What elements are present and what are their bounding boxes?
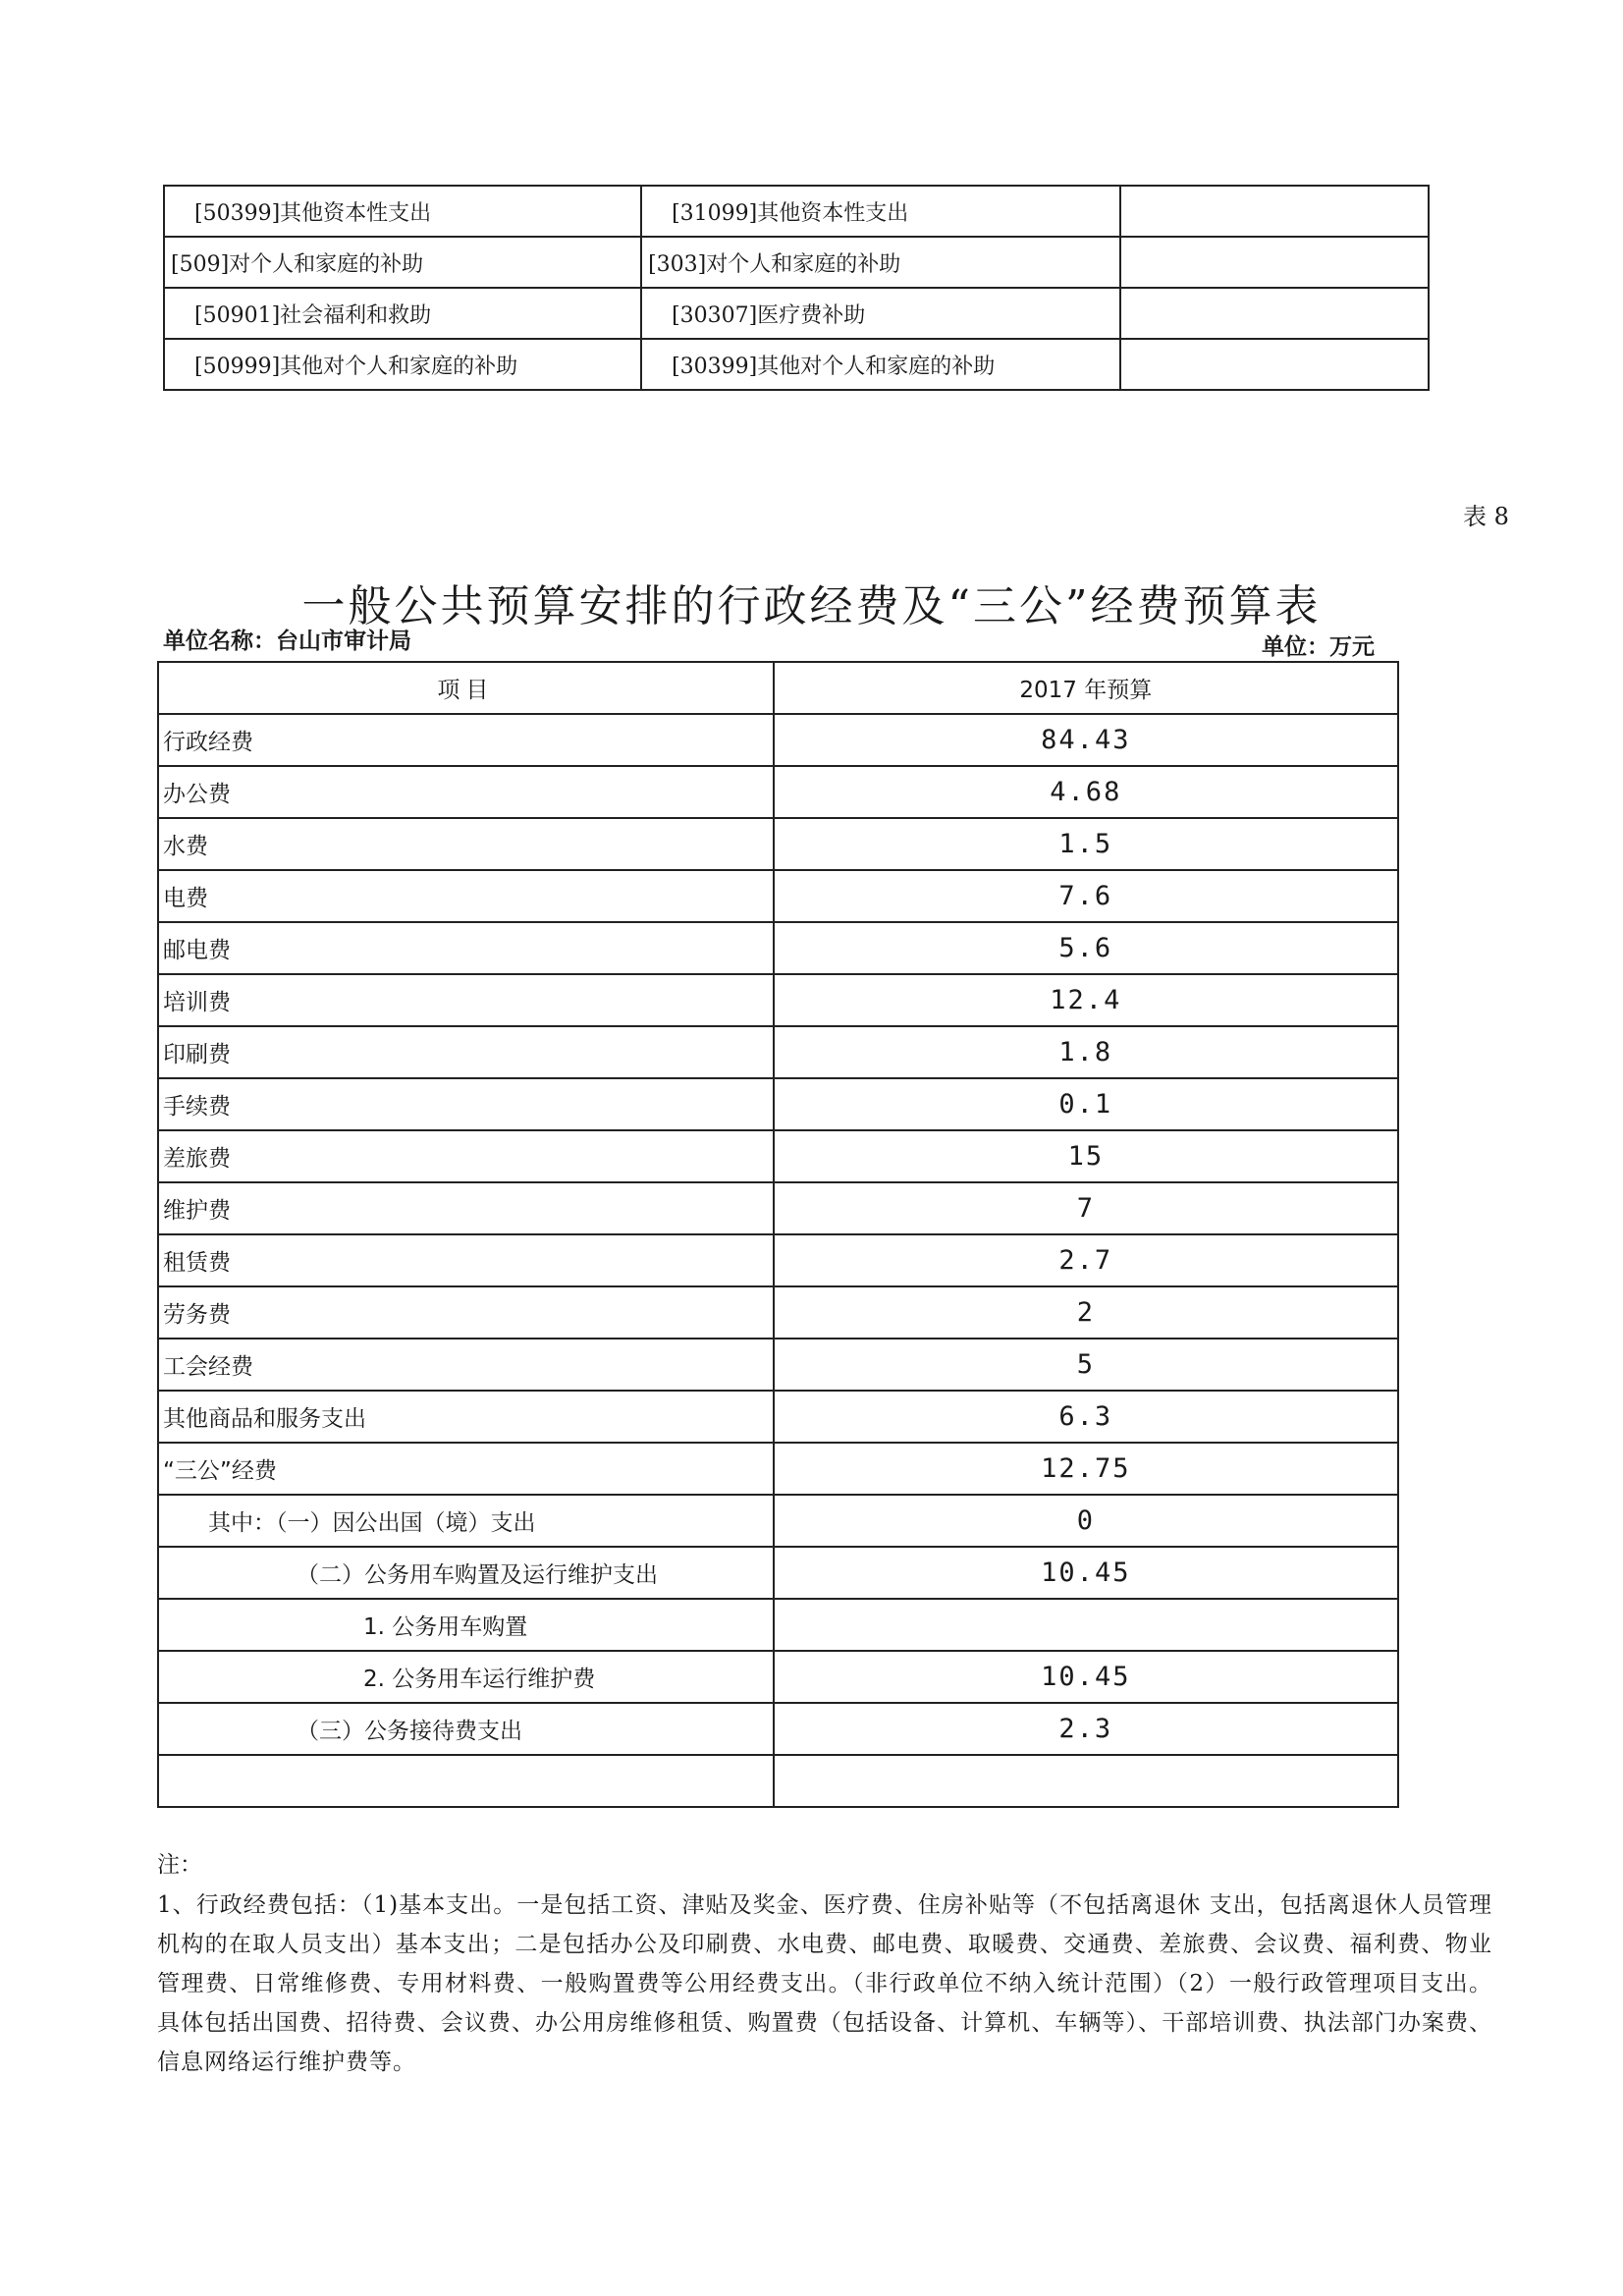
column-header-budget: 2017 年预算: [774, 662, 1398, 714]
budget-item-name: 水费: [158, 818, 774, 870]
unit-name-label: 单位名称：台山市审计局: [163, 629, 411, 654]
continuation-table: [163, 185, 1430, 391]
budget-item-value: 15: [774, 1130, 1398, 1182]
budget-item-value: 7: [774, 1182, 1398, 1234]
budget-item-name: 其他商品和服务支出: [158, 1391, 774, 1443]
table-row: [158, 1234, 1398, 1286]
budget-item-name: 电费: [158, 870, 774, 922]
budget-item-name: 1. 公务用车购置: [158, 1599, 774, 1651]
table-row: [158, 1286, 1398, 1339]
budget-item-value: 2.3: [774, 1703, 1398, 1755]
table-row: [158, 1130, 1398, 1182]
table-row: [158, 766, 1398, 818]
budget-item-value: 2.7: [774, 1234, 1398, 1286]
budget-item-name: 租赁费: [158, 1234, 774, 1286]
table-row: [158, 1078, 1398, 1130]
notes-label: 注：: [157, 1852, 202, 1878]
budget-item-value: 12.75: [774, 1443, 1398, 1495]
budget-item-name: （二）公务用车购置及运行维护支出: [158, 1547, 774, 1599]
table-row: [158, 1182, 1398, 1234]
budget-item-value: [774, 1755, 1398, 1807]
budget-item-value: 10.45: [774, 1651, 1398, 1703]
budget-item-name: 手续费: [158, 1078, 774, 1130]
table-cell-col2: [30399]其他对个人和家庭的补助: [641, 339, 1120, 390]
budget-item-value: 7.6: [774, 870, 1398, 922]
table-cell-col1: [50399]其他资本性支出: [164, 186, 641, 237]
table-row: [164, 186, 1429, 237]
table-cell-col1: [50999]其他对个人和家庭的补助: [164, 339, 641, 390]
budget-item-value: 10.45: [774, 1547, 1398, 1599]
budget-item-value: 4.68: [774, 766, 1398, 818]
budget-item-value: 6.3: [774, 1391, 1398, 1443]
budget-item-name: “三公”经费: [158, 1443, 774, 1495]
budget-item-value: 0.1: [774, 1078, 1398, 1130]
budget-item-name: 维护费: [158, 1182, 774, 1234]
table-row: [158, 818, 1398, 870]
budget-item-value: 5: [774, 1339, 1398, 1391]
table-row: [158, 922, 1398, 974]
table-row: [158, 1339, 1398, 1391]
table-number: 表 8: [1463, 503, 1509, 530]
table-cell-col2: [303]对个人和家庭的补助: [641, 237, 1120, 288]
budget-item-name: （三）公务接待费支出: [158, 1703, 774, 1755]
table-row: [158, 1755, 1398, 1807]
table-cell-col1: [50901]社会福利和救助: [164, 288, 641, 339]
table-row: [164, 237, 1429, 288]
notes-text: 1、行政经费包括：（1)基本支出。一是包括工资、津贴及奖金、医疗费、住房补贴等（不包括离退休 支出，包括离退休人员管理机构的在取人员支出）基本支出；二是包括办公及印刷费、水电费、邮电费、取暖费、交通费、差旅费、会议费、福利费、物业管理费、日常维修费、专用材料费、一般购置费等公用经费支出。（非行政单位不纳入统计范围）（2）一般行政管理项目支出。具体包括出国费、招待费、会议费、办公用房维修租赁、购置费（包括设备、计算机、车辆等）、干部培训费、执法部门办案费、信息网络运行维护费等。: [157, 1892, 1492, 2075]
table-row: [158, 1703, 1398, 1755]
budget-item-value: 1.8: [774, 1026, 1398, 1078]
budget-item-value: 5.6: [774, 922, 1398, 974]
budget-item-name: 工会经费: [158, 1339, 774, 1391]
budget-item-name: 劳务费: [158, 1286, 774, 1339]
table-cell-col2: [30307]医疗费补助: [641, 288, 1120, 339]
budget-item-value: 1.5: [774, 818, 1398, 870]
table-row: [164, 288, 1429, 339]
budget-item-name: [158, 1755, 774, 1807]
table-row: [158, 974, 1398, 1026]
table-cell-col3: [1120, 288, 1429, 339]
budget-item-value: 0: [774, 1495, 1398, 1547]
table-cell-col1: [509]对个人和家庭的补助: [164, 237, 641, 288]
budget-item-name: 邮电费: [158, 922, 774, 974]
budget-table: [157, 661, 1399, 1808]
budget-item-name: 其中：（一）因公出国（境）支出: [158, 1495, 774, 1547]
currency-unit-label: 单位：万元: [1262, 634, 1375, 660]
table-cell-col3: [1120, 339, 1429, 390]
table-row: [158, 1391, 1398, 1443]
budget-item-name: 差旅费: [158, 1130, 774, 1182]
table-row: [158, 1495, 1398, 1547]
table-row: [158, 1443, 1398, 1495]
table-row: [158, 870, 1398, 922]
column-header-item: 项目: [158, 662, 774, 714]
page-title: 一般公共预算安排的行政经费及“三公”经费预算表: [301, 581, 1322, 632]
budget-item-value: 2: [774, 1286, 1398, 1339]
budget-item-name: 培训费: [158, 974, 774, 1026]
table-row: [158, 1599, 1398, 1651]
table-row: [158, 714, 1398, 766]
budget-item-value: 84.43: [774, 714, 1398, 766]
budget-item-value: 12.4: [774, 974, 1398, 1026]
table-row: [158, 1547, 1398, 1599]
budget-item-name: 2. 公务用车运行维护费: [158, 1651, 774, 1703]
table-row: [158, 1026, 1398, 1078]
budget-item-name: 办公费: [158, 766, 774, 818]
table-cell-col2: [31099]其他资本性支出: [641, 186, 1120, 237]
budget-item-name: 行政经费: [158, 714, 774, 766]
table-row: [158, 1651, 1398, 1703]
budget-item-value: [774, 1599, 1398, 1651]
table-cell-col3: [1120, 186, 1429, 237]
table-row: [164, 339, 1429, 390]
budget-item-name: 印刷费: [158, 1026, 774, 1078]
budget-table-header-row: [158, 662, 1398, 714]
table-cell-col3: [1120, 237, 1429, 288]
